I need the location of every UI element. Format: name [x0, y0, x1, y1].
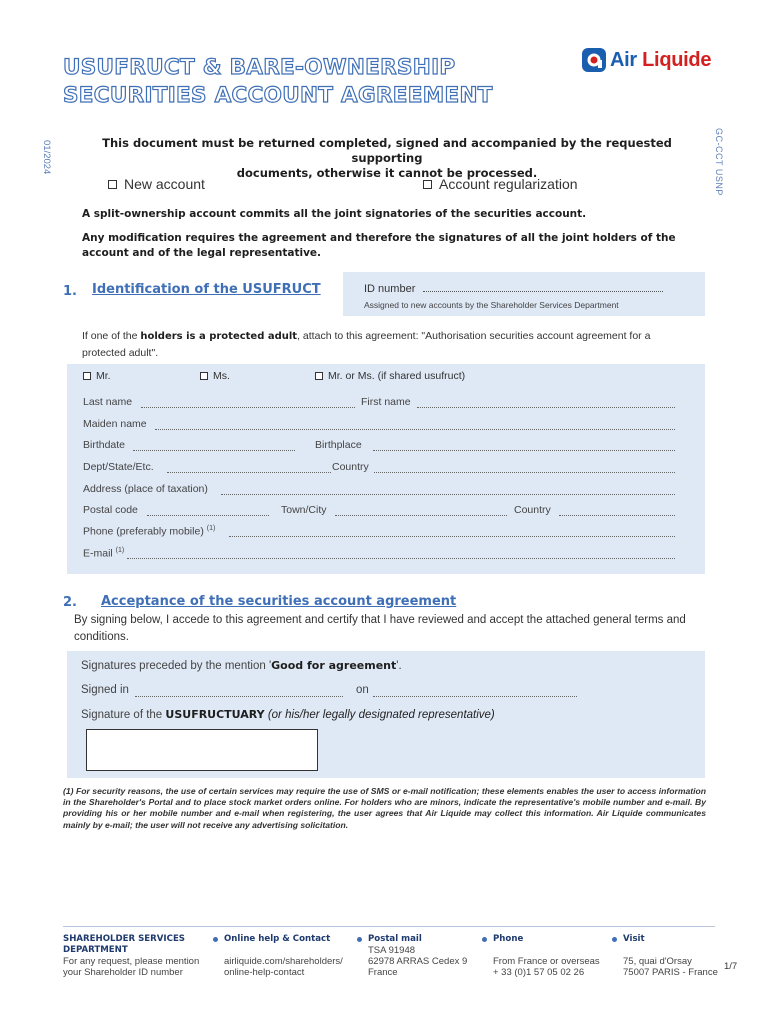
- last-name-label: Last name: [83, 396, 133, 408]
- id-number-label: ID number: [364, 283, 416, 295]
- postal-code-label: Postal code: [83, 504, 138, 516]
- footer-visit-line-2: 75007 PARIS - France: [623, 967, 718, 978]
- signature-instruction: [81, 708, 495, 721]
- signature-italic: (or his/her legally designated representative): [264, 709, 495, 721]
- footer-visit: [623, 934, 718, 978]
- bullet-icon: [612, 937, 617, 942]
- email-label: [83, 547, 124, 560]
- bullet-icon: [213, 937, 218, 942]
- footer-dept-heading-1: SHAREHOLDER SERVICES: [63, 934, 185, 944]
- town-label: Town/City: [281, 504, 327, 516]
- country2-field[interactable]: [559, 515, 675, 516]
- id-number-box: [343, 272, 705, 316]
- signature-box[interactable]: [86, 729, 318, 771]
- protected-text-post: , attach to this agreement: "Authorisation securities account agreement for a protected adult".: [82, 330, 651, 359]
- footer-phone-text-2: + 33 (0)1 57 05 02 26: [493, 967, 585, 978]
- footer-visit-line-1: 75, quai d'Orsay: [623, 956, 692, 967]
- section-1-title: Identification of the USUFRUCT: [92, 282, 321, 297]
- footer-phone-heading: Phone: [493, 934, 524, 944]
- page-number: 1/7: [724, 961, 738, 972]
- mention-pre: Signatures preceded by the mention ': [81, 660, 272, 672]
- email-footnote-ref: (1): [115, 547, 125, 554]
- postal-code-field[interactable]: [147, 515, 269, 516]
- footer-postal-line-1: TSA 91948: [368, 945, 416, 956]
- air-liquide-logo: [581, 47, 711, 73]
- maiden-name-field[interactable]: [155, 429, 675, 430]
- dept-field[interactable]: [167, 472, 331, 473]
- footnote: (1) For security reasons, the use of certain services may require the use of SMS or e-mail notification; these elements enables the user to access information in the Shareholder's Portal and to place stock market orders online. For holders who are minors, indicate the representative's mobile number and e-mail. By providing his or her mobile number and e-mail when registering, the user agrees that Air Liquide may collect this information. Air Liquide communicates mainly by e-mail; the user will not receive any advertising solicitation.: [63, 786, 706, 830]
- section-2-title: Acceptance of the securities account agreement: [101, 594, 457, 609]
- title-line-2: SECURITIES ACCOUNT AGREEMENT: [63, 83, 493, 108]
- footer-postal-line-2: 62978 ARRAS Cedex 9: [368, 956, 468, 967]
- new-account-checkbox[interactable]: [108, 176, 205, 192]
- identification-form: [67, 364, 705, 574]
- logo-text: [610, 49, 711, 72]
- birthplace-field[interactable]: [373, 450, 675, 451]
- birthdate-label: Birthdate: [83, 439, 126, 451]
- maiden-name-label: Maiden name: [83, 418, 147, 430]
- logo-text-air: Air: [610, 48, 643, 71]
- page-title: [63, 54, 563, 110]
- signed-in-label: Signed in: [81, 684, 129, 696]
- acceptance-text: By signing below, I accede to this agreement and certify that I have reviewed and accept the attached general terms and conditions.: [74, 614, 686, 643]
- footer-phone-text-1: From France or overseas: [493, 956, 600, 967]
- split-ownership-note: A split-ownership account commits all the joint signatories of the securities account.: [82, 208, 587, 220]
- signed-in-field[interactable]: [135, 696, 343, 697]
- mention-post: '.: [396, 660, 402, 672]
- checkbox-icon: [108, 180, 117, 189]
- last-name-field[interactable]: [141, 407, 355, 408]
- address-label: Address (place of taxation): [83, 483, 208, 495]
- country2-label: Country: [514, 504, 551, 516]
- protected-text-pre: If one of the: [82, 330, 141, 342]
- footer-postal-line-3: France: [368, 967, 398, 978]
- bullet-icon: [482, 937, 487, 942]
- footer-visit-heading: Visit: [623, 934, 645, 944]
- logo-mark-icon: [581, 47, 607, 73]
- account-regularization-checkbox[interactable]: [423, 176, 578, 192]
- intro-notice: [76, 136, 698, 181]
- footer-dept-text-1: For any request, please mention: [63, 956, 200, 967]
- title-shared-checkbox[interactable]: [315, 370, 465, 382]
- footer-phone: [493, 934, 600, 978]
- phone-field[interactable]: [229, 536, 675, 537]
- section-1-number: 1.: [63, 284, 77, 299]
- side-code: GC-CCT USNP: [714, 128, 724, 196]
- checkbox-icon: [200, 372, 208, 380]
- footer-divider: [63, 926, 715, 927]
- checkbox-icon: [423, 180, 432, 189]
- section-2-number: 2.: [63, 595, 77, 610]
- intro-line-2: documents, otherwise it cannot be processed.: [236, 166, 538, 180]
- bullet-icon: [357, 937, 362, 942]
- first-name-label: First name: [361, 396, 411, 408]
- phone-label: [83, 525, 215, 538]
- title-line-1: USUFRUCT & BARE-OWNERSHIP: [63, 55, 456, 80]
- side-date: 01/2024: [41, 140, 52, 175]
- country-label: Country: [332, 461, 369, 473]
- modification-note: Any modification requires the agreement and therefore the signatures of all the joint holders of the account and of the legal representative.: [82, 232, 676, 259]
- town-field[interactable]: [335, 515, 507, 516]
- title-ms-checkbox[interactable]: [200, 370, 230, 382]
- footer-online-link-1[interactable]: airliquide.com/shareholders/: [224, 956, 343, 967]
- phone-label-text: Phone (preferably mobile): [83, 525, 207, 538]
- dept-label: Dept/State/Etc.: [83, 461, 154, 473]
- footer-postal-heading: Postal mail: [368, 934, 422, 944]
- footer-online: [224, 934, 343, 978]
- on-label: on: [356, 684, 369, 696]
- footer-dept-heading-2: DEPARTMENT: [63, 945, 128, 955]
- footer-dept-text-2: your Shareholder ID number: [63, 967, 183, 978]
- first-name-field[interactable]: [417, 407, 675, 408]
- protected-text-bold: holders is a protected adult: [140, 331, 298, 342]
- phone-footnote-ref: (1): [206, 525, 216, 532]
- signature-panel: [67, 651, 705, 778]
- title-mr-checkbox[interactable]: [83, 370, 111, 382]
- country-field[interactable]: [374, 472, 675, 473]
- title-shared-label: Mr. or Ms. (if shared usufruct): [328, 370, 466, 382]
- signature-pre: Signature of the: [81, 709, 166, 721]
- protected-adult-note: [82, 328, 694, 362]
- footer-online-link-2[interactable]: online-help-contact: [224, 967, 305, 978]
- logo-text-liquide: Liquide: [642, 48, 712, 71]
- birthdate-field[interactable]: [133, 450, 295, 451]
- birthplace-label: Birthplace: [315, 439, 362, 451]
- footer-postal: [368, 934, 467, 978]
- new-account-label: New account: [124, 176, 205, 192]
- mention-instruction: [81, 659, 402, 672]
- id-number-note: Assigned to new accounts by the Shareholder Services Department: [364, 300, 619, 310]
- title-ms-label: Ms.: [213, 370, 230, 382]
- footer-online-heading: Online help & Contact: [224, 934, 331, 944]
- signature-bold: USUFRUCTUARY: [165, 708, 265, 721]
- checkbox-icon: [83, 372, 91, 380]
- mention-bold: Good for agreement: [271, 659, 397, 672]
- footer-department: [63, 934, 199, 978]
- address-field[interactable]: [221, 494, 675, 495]
- date-field[interactable]: [373, 696, 577, 697]
- email-field[interactable]: [127, 558, 675, 559]
- checkbox-icon: [315, 372, 323, 380]
- account-regularization-label: Account regularization: [439, 176, 578, 192]
- title-mr-label: Mr.: [96, 370, 111, 382]
- email-label-text: E-mail: [83, 547, 116, 560]
- id-number-field[interactable]: [423, 291, 663, 292]
- intro-line-1: This document must be returned completed, signed and accompanied by the requested supporting: [102, 136, 672, 165]
